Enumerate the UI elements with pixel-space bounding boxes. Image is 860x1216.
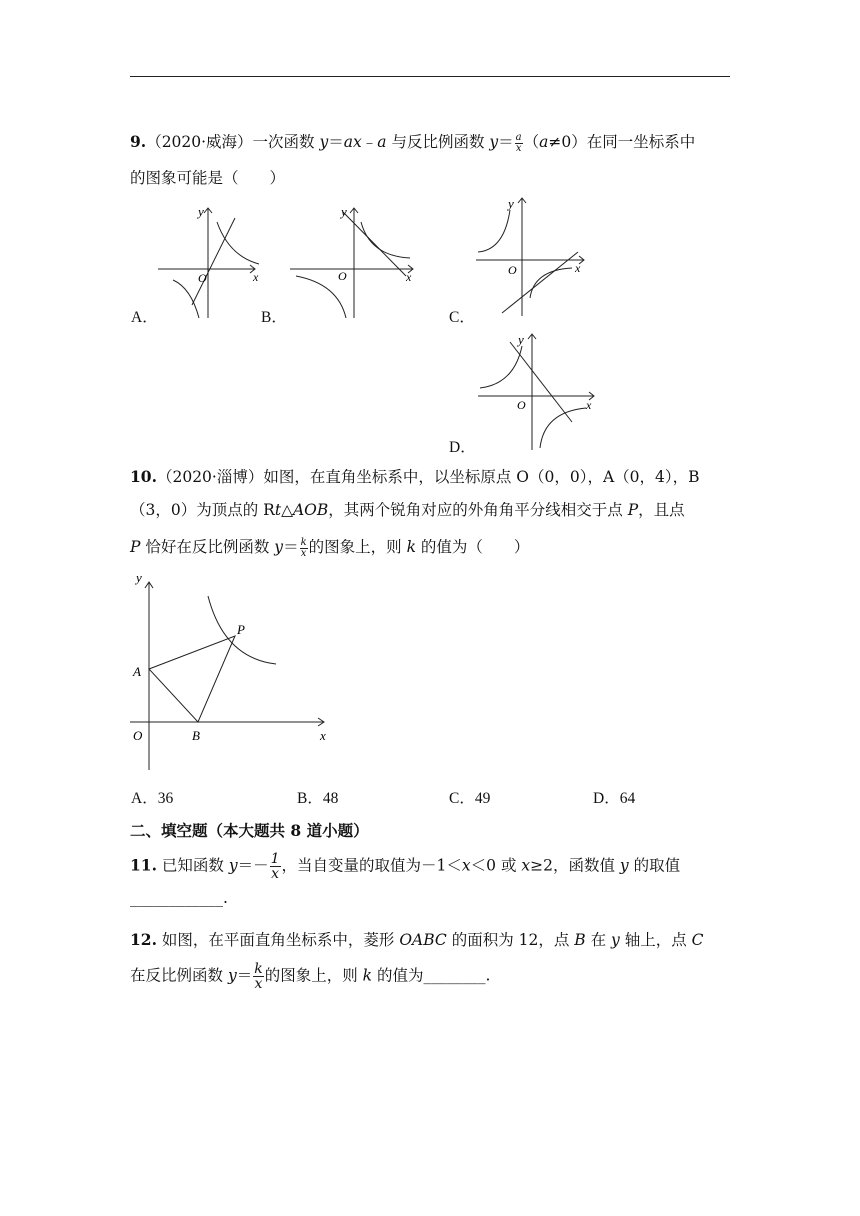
q10-option-c[interactable]: C．49	[449, 790, 491, 807]
q9-number: 9.	[130, 132, 147, 151]
q10-figure	[128, 568, 338, 773]
q10-option-b[interactable]: B．48	[297, 790, 339, 807]
q11-number: 11.	[130, 855, 157, 875]
q9-fraction: $\frac{a}{x}$	[515, 131, 522, 154]
svg-text:A: A	[133, 664, 141, 679]
q9-option-a[interactable]: A．	[131, 309, 158, 326]
section-heading: 二、填空题（本大题共 8 道小题）	[130, 821, 369, 840]
q10-number: 10.	[130, 467, 157, 486]
q10-line2: （3，0）为顶点的 Rt△AOB，其两个锐角对应的外角角平分线相交于点 P，且点	[130, 501, 685, 519]
q11-answer-blank[interactable]: ____________.	[130, 889, 228, 907]
q9-line2: 的图象可能是（ ）	[130, 169, 286, 187]
svg-text:y: y	[341, 204, 347, 219]
q10-fraction: $\frac{k}{x}$	[300, 536, 307, 559]
q9-graph-a	[155, 200, 265, 325]
q10-line3: P 恰好在反比例函数 y＝ $\frac{k}{x}$ 的图象上，则 k 的值为（ ）	[130, 536, 530, 559]
svg-text:P: P	[237, 622, 245, 637]
svg-text:O: O	[338, 269, 347, 283]
svg-text:x: x	[253, 270, 259, 284]
q11-line1: 11. 已知函数 y＝－ $\frac{1}{x}$ ，当自变量的取值为－1＜x＜0 或 x≥2，函数值 y 的取值	[130, 851, 681, 882]
q12-fraction: $\frac{k}{x}$	[254, 961, 263, 992]
svg-text:O: O	[198, 271, 207, 285]
q9-option-d[interactable]: D．	[449, 439, 476, 456]
q9-line1: 9.（2020·威海）一次函数 y＝ax﹣a 与反比例函数 y＝ $\frac{a}{x}$ （a≠0）在同一坐标系中	[130, 131, 696, 154]
q12-line1: 12. 如图，在平面直角坐标系中，菱形 OABC 的面积为 12，点 B 在 y 轴上，点 C	[130, 930, 704, 949]
q9-graph-c	[472, 192, 592, 322]
svg-text:B: B	[192, 728, 200, 743]
svg-text:y: y	[518, 332, 524, 347]
q12-answer-blank[interactable]: 的值为________.	[372, 966, 491, 985]
q9-graph-b	[288, 200, 418, 325]
svg-text:x: x	[586, 398, 592, 412]
q10-option-a[interactable]: A．36	[131, 790, 174, 807]
q10-line1: 10.（2020·淄博）如图，在直角坐标系中，以坐标原点 O（0，0），A（0，4），B	[130, 467, 700, 486]
svg-text:x: x	[320, 728, 326, 743]
header-rule	[130, 76, 730, 77]
svg-text:y: y	[198, 204, 204, 219]
svg-text:y: y	[136, 570, 142, 585]
svg-text:O: O	[517, 398, 526, 412]
svg-text:x: x	[406, 270, 412, 284]
svg-text:O: O	[508, 263, 517, 277]
q11-fraction: $\frac{1}{x}$	[270, 851, 280, 882]
q12-number: 12.	[130, 930, 157, 949]
q9-graph-d	[474, 330, 604, 454]
svg-text:x: x	[575, 261, 581, 275]
q9-option-c[interactable]: C．	[449, 309, 475, 326]
q12-line2: 在反比例函数 y＝ $\frac{k}{x}$ 的图象上，则 k 的值为________.	[130, 961, 491, 992]
q10-option-d[interactable]: D．64	[593, 790, 636, 807]
svg-text:O: O	[133, 728, 143, 743]
svg-text:y: y	[508, 196, 514, 211]
q9-option-b[interactable]: B．	[261, 309, 287, 326]
